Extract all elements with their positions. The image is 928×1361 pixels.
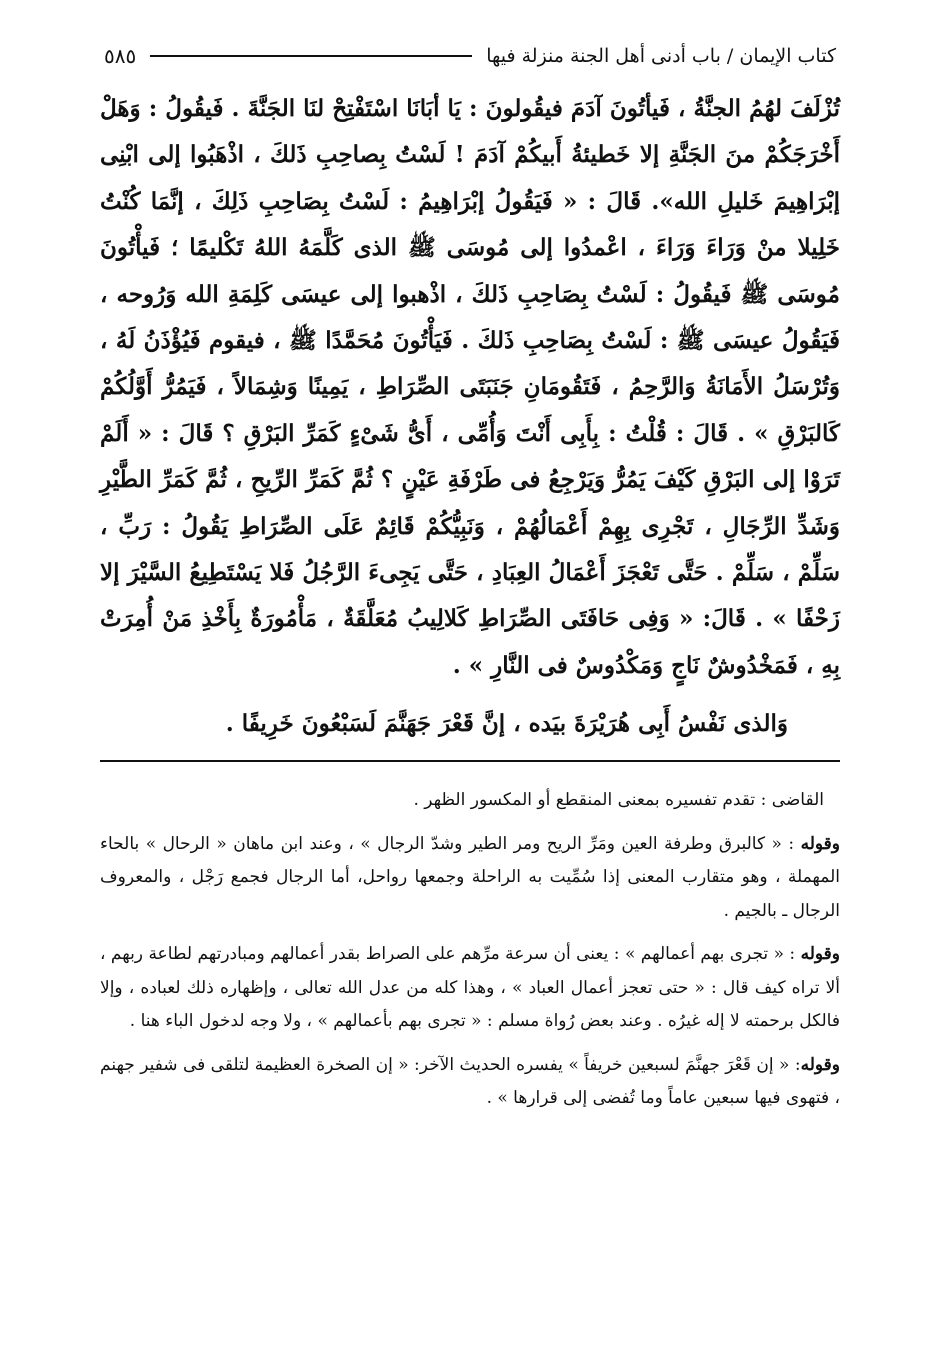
hadith-paragraph-2: وَالذى نَفْسُ أَبِى هُرَيْرَةَ بيَده ، إنَّ قَعْرَ جَهَنَّمَ لَسَبْعُونَ خَرِيفًا . — [225, 710, 788, 738]
commentary-note-3-keyword: وقوله — [800, 944, 840, 964]
commentary-note-3 — [100, 938, 840, 1039]
commentary — [100, 784, 840, 1126]
footnote-separator — [100, 760, 840, 762]
commentary-note-4-text: : « إن قَعْرَ جهنَّمَ لسبعين خريفاً » يفسره الحديث الآخر: « إن الصخرة العظيمة لتلقى فى شفير جهنم ، فتهوى فيها سبعين عاماً وما تُفضى إلى قرارها » . — [100, 1054, 840, 1108]
hadith-paragraph-1: تُزْلَفَ لهُمُ الجنَّةُ ، فَيأتُونَ آدَمَ فيقُولونَ : يَا أبَانَا اسْتَفْتِحْ لنَا الجَنَّةَ . فَيقُولُ : وَهَلْ أَخْرَجَكُمْ منَ الجَنَّةِ إلا خَطيئةُ أَبيكُمْ آدَمَ ! لَسْتُ بِصاحِبِ ذَلكَ ، اذْهَبُوا إلى ابْنِى إبْرَاهِيمَ خَليلِ الله». قَالَ : « فَيَقُولُ إبْرَاهِيمُ : لَسْتُ بِصَاحِبِ ذَلِكَ ، إنَّمَا كُنْتُ خَلِيلا منْ وَرَاءَ وَرَاءَ ، اعْمدُوا إلى مُوسَى ﷺ الذى كَلَّمَهُ اللهُ تَكْليمًا ؛ فَيأْتُونَ مُوسَى ﷺ فَيقُولُ : لَسْتُ بِصَاحِبِ ذَلكَ ، اذْهبوا إلى عيسَى كَلِمَةِ الله وَرُوحه ، فَيَقُولُ عيسَى ﷺ : لَسْتُ بِصَاحِبِ ذَلكَ . فَيَأْتُونَ مُحَمَّدًا ﷺ ، فيقوم فَيُؤْذَنُ لَهُ ، وَتُرْسَلُ الأَمَانَةُ وَالرَّحِمُ ، فَتَقُومَانِ جَنَبَتَى الصِّرَاطِ ، يَمِينًا وَشِمَالاً ، فَيَمُرُّ أَوَّلُكُمْ كَالبَرْقِ » . قَالَ : قُلْتُ : بِأَبِى أَنْتَ وَأُمِّى ، أَىُّ شَىْءٍ كَمَرِّ البَرْقِ ؟ قَالَ : « أَلَمْ تَرَوْا إلى البَرْقِ كَيْفَ يَمُرُّ وَيَرْجِعُ فى طَرْفَةِ عَيْنٍ ؟ ثُمَّ كَمَرِّ الرِّيحِ ، ثُمَّ كَمَرِّ الطَّيْرِ وَشَدِّ الرِّجَالِ ، تَجْرِى بِهِمْ أَعْمَالُهُمْ ، وَنَبِيُّكُمْ قَائِمٌ عَلَى الصِّرَاطِ يَقُولُ : رَبِّ ، سَلِّمْ ، سَلِّمْ . حَتَّى تَعْجَزَ أَعْمَالُ العِبَادِ ، حَتَّى يَجِىءَ الرَّجُلُ فَلا يَسْتَطِيعُ السَّيْرَ إلا زَحْفًا » . قَالَ: « وَفِى حَافَتَى الصِّرَاطِ كَلالِيبُ مُعَلَّقَةٌ ، مَأْمُورَةٌ بِأَخْذِ مَنْ أُمِرَتْ بِهِ ، فَمَخْدُوشٌ نَاجٍ وَمَكْدُوسٌ فى النَّارِ » . — [100, 95, 840, 679]
commentary-note-1 — [100, 784, 840, 818]
running-title: كتاب الإيمان / باب أدنى أهل الجنة منزلة فيها — [486, 45, 836, 67]
commentary-note-4-keyword: وقوله — [800, 1054, 840, 1075]
commentary-note-4 — [100, 1049, 840, 1116]
commentary-note-3-text: : « تجرى بهم أعمالهم » : يعنى أن سرعة مرِّهم على الصراط بقدر أعمالهم ومبادرتهم لطاعة ربهم ، ألا تراه كيف قال : « حتى تعجز أعمال العباد » ، وهذا كله من عدل الله تعالى ، وإظهاره ذلك لعباده ، وإلا فالكل برحمته لا إله غيرُه . وعند بعض رُواة مسلم : « تجرى بهم بأعمالهم » ، ولا وجه لدخول الباء هنا . — [100, 944, 840, 1031]
commentary-note-2 — [100, 828, 840, 929]
hadith-text — [100, 86, 840, 748]
commentary-note-2-text: : « كالبرق وطرفة العين ومَرِّ الريح ومر الطير وشدّ الرجال » ، وعند ابن ماهان « الرحال » بالحاء المهملة ، وهو متقارب المعنى إذا سُمِّيت به الراحلة وجمعها رواحل، أما الرجال فجمع رَجْل ، والمعروف الرجال ـ بالجيم . — [100, 833, 840, 921]
commentary-note-2-keyword: وقوله — [800, 833, 840, 854]
page-number: ٥٨٥ — [104, 44, 137, 68]
commentary-note-1-text: القاضى : تقدم تفسيره بمعنى المنقطع أو المكسور الظهر . — [413, 790, 824, 810]
header-rule — [150, 55, 472, 57]
running-header — [104, 38, 836, 74]
